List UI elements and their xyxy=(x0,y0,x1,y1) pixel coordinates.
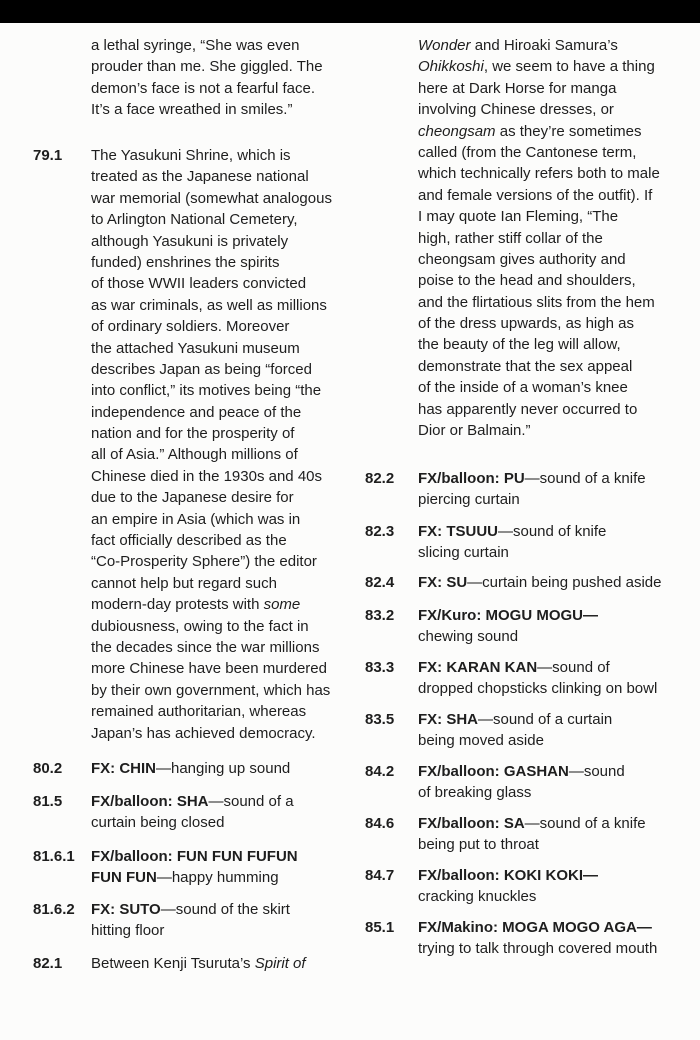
note-text xyxy=(91,758,290,779)
text-run: of ordinary soldiers. Moreover xyxy=(91,318,290,336)
text-line xyxy=(418,185,660,206)
text-line xyxy=(91,920,290,941)
sfx-term: FX: SHA xyxy=(418,711,478,728)
text-run: —curtain being pushed aside xyxy=(467,574,662,591)
text-line xyxy=(91,35,323,56)
text-line xyxy=(91,812,294,833)
text-line xyxy=(91,359,332,380)
text-run: being moved aside xyxy=(418,732,544,750)
text-line xyxy=(418,142,660,163)
text-line xyxy=(91,658,332,679)
text-line xyxy=(418,886,598,907)
note-number: 80.2 xyxy=(33,760,63,777)
text-line xyxy=(91,487,332,508)
note-text xyxy=(418,468,646,511)
text-run: It’s a face wreathed in smiles.” xyxy=(91,101,293,119)
sfx-term: FX: TSUUU xyxy=(418,523,498,540)
sfx-term: FX: CHIN xyxy=(91,760,156,777)
sfx-term: FX/balloon: GASHAN xyxy=(418,763,569,780)
text-line xyxy=(91,867,298,888)
text-line xyxy=(91,466,332,487)
note-text xyxy=(91,953,306,974)
text-run: nation and for the prosperity of xyxy=(91,425,295,443)
text-run: here at Dark Horse for manga xyxy=(418,79,617,97)
text-run: and the flirtatious slits from the hem xyxy=(418,293,655,311)
text-run: independence and peace of the xyxy=(91,403,302,421)
sfx-term: FX/balloon: FUN FUN FUFUN xyxy=(91,848,298,865)
text-run: dubiousness, owing to the fact in xyxy=(91,617,309,635)
text-run: —sound of a curtain xyxy=(478,711,613,728)
text-run: poise to the head and shoulders, xyxy=(418,272,636,290)
note-text xyxy=(91,846,298,889)
text-run: Between Kenji Tsuruta’s xyxy=(91,955,255,972)
text-line xyxy=(91,530,332,551)
text-run: high, rather stiff collar of the xyxy=(418,229,603,247)
text-line xyxy=(91,145,332,166)
text-line xyxy=(91,166,332,187)
text-line xyxy=(91,953,306,974)
text-line xyxy=(91,616,332,637)
text-line xyxy=(418,938,657,959)
sfx-term: FX: SU xyxy=(418,574,468,591)
text-line xyxy=(91,209,332,230)
text-line xyxy=(418,99,660,120)
note-number: 85.1 xyxy=(365,919,395,936)
text-line xyxy=(418,249,660,270)
note-text xyxy=(418,709,612,752)
text-run: slicing curtain xyxy=(418,544,509,562)
note-text xyxy=(418,572,661,593)
text-line xyxy=(91,316,332,337)
text-run: “Co-Prosperity Sphere”) the editor xyxy=(91,553,317,571)
text-run: as they’re sometimes xyxy=(495,122,642,140)
text-run: demon’s face is not a fearful face. xyxy=(91,79,316,97)
note-number: 81.6.1 xyxy=(33,848,75,865)
text-line xyxy=(91,846,298,867)
text-line xyxy=(91,99,323,120)
italic-text: Ohikkoshi xyxy=(418,58,484,76)
text-run: piercing curtain xyxy=(418,491,520,509)
text-line xyxy=(91,551,332,572)
text-run: chewing sound xyxy=(418,628,519,646)
text-line xyxy=(91,338,332,359)
text-line xyxy=(418,163,660,184)
text-line xyxy=(418,35,660,56)
text-line xyxy=(91,402,332,423)
note-number: 83.5 xyxy=(365,711,395,728)
text-run: to Arlington National Cemetery, xyxy=(91,211,298,229)
text-run: due to the Japanese desire for xyxy=(91,489,294,507)
text-run: —happy humming xyxy=(156,869,279,887)
sfx-term: FX/balloon: KOKI KOKI— xyxy=(418,867,598,884)
text-line xyxy=(418,292,660,313)
text-line xyxy=(91,380,332,401)
text-run: the attached Yasukuni museum xyxy=(91,339,300,357)
italic-text: Spirit of xyxy=(254,955,306,972)
note-text xyxy=(91,35,323,121)
sfx-term: FX: SUTO xyxy=(91,901,161,918)
note-text xyxy=(91,145,332,744)
text-run: called (from the Cantonese term, xyxy=(418,143,637,161)
text-line xyxy=(418,542,606,563)
text-line xyxy=(91,701,332,722)
text-line xyxy=(418,709,612,730)
sfx-term: FX/balloon: PU xyxy=(418,470,525,487)
italic-text: cheongsam xyxy=(418,122,496,140)
text-run: involving Chinese dresses, or xyxy=(418,101,614,119)
italic-text: some xyxy=(263,596,301,614)
text-run: of those WWII leaders convicted xyxy=(91,275,307,293)
text-line xyxy=(91,573,332,594)
text-line xyxy=(91,231,332,252)
text-line xyxy=(91,56,323,77)
note-number: 84.6 xyxy=(365,815,395,832)
text-line xyxy=(418,657,657,678)
text-line xyxy=(418,730,612,751)
text-run: funded) enshrines the spirits xyxy=(91,253,280,271)
text-run: an empire in Asia (which was in xyxy=(91,510,301,528)
text-run: of breaking glass xyxy=(418,784,532,802)
text-run: the beauty of the leg will allow, xyxy=(418,336,621,354)
text-run: —sound of xyxy=(537,659,610,676)
note-number: 83.3 xyxy=(365,659,395,676)
text-run: the decades since the war millions xyxy=(91,638,320,656)
text-run: by their own government, which has xyxy=(91,681,331,699)
text-line xyxy=(91,188,332,209)
text-run: —sound of a xyxy=(208,793,294,810)
note-number: 81.6.2 xyxy=(33,901,75,918)
text-line xyxy=(418,489,646,510)
text-run: , we seem to have a thing xyxy=(483,58,655,76)
text-line xyxy=(91,680,332,701)
text-run: —sound of the skirt xyxy=(160,901,290,918)
text-run: describes Japan as being “forced xyxy=(91,360,312,378)
text-run: demonstrate that the sex appeal xyxy=(418,357,633,375)
text-line xyxy=(91,723,332,744)
text-run: of the inside of a woman’s knee xyxy=(418,379,628,397)
sfx-term: FX/Kuro: MOGU MOGU— xyxy=(418,607,598,624)
text-line xyxy=(418,834,646,855)
text-line xyxy=(418,334,660,355)
note-text xyxy=(418,865,598,908)
sfx-term: FUN FUN xyxy=(91,869,157,887)
text-line xyxy=(418,678,657,699)
text-line xyxy=(91,899,290,920)
text-run: being put to throat xyxy=(418,836,539,854)
text-line xyxy=(418,813,646,834)
text-line xyxy=(418,917,657,938)
text-run: all of Asia.” Although millions of xyxy=(91,446,298,464)
text-line xyxy=(91,295,332,316)
note-text xyxy=(418,657,657,700)
text-run: The Yasukuni Shrine, which is xyxy=(91,147,291,164)
text-run: curtain being closed xyxy=(91,814,225,832)
text-run: —sound of a knife xyxy=(524,815,646,832)
text-run: —hanging up sound xyxy=(156,760,291,777)
text-line xyxy=(418,56,660,77)
note-number: 83.2 xyxy=(365,607,395,624)
note-text xyxy=(91,791,294,834)
note-number: 82.4 xyxy=(365,574,395,591)
text-run: as war criminals, as well as millions xyxy=(91,296,327,314)
text-run: which technically refers both to male xyxy=(418,165,660,183)
note-text xyxy=(418,813,646,856)
text-line xyxy=(418,572,661,593)
text-line xyxy=(418,356,660,377)
text-run: treated as the Japanese national xyxy=(91,168,309,186)
note-number: 82.3 xyxy=(365,523,395,540)
note-number: 82.2 xyxy=(365,470,395,487)
sfx-term: FX/balloon: SA xyxy=(418,815,525,832)
text-line xyxy=(418,865,598,886)
sfx-term: FX/Makino: MOGA MOGO AGA— xyxy=(418,919,652,936)
text-line xyxy=(418,420,660,441)
note-number: 84.2 xyxy=(365,763,395,780)
text-line xyxy=(91,637,332,658)
note-text xyxy=(418,917,657,960)
text-line xyxy=(418,468,646,489)
text-line xyxy=(91,594,332,615)
italic-text: Wonder xyxy=(418,37,471,54)
text-line xyxy=(91,509,332,530)
note-text xyxy=(418,761,625,804)
text-run: although Yasukuni is privately xyxy=(91,232,289,250)
note-text xyxy=(418,605,598,648)
text-line xyxy=(418,270,660,291)
text-line xyxy=(418,121,660,142)
text-run: I may quote Ian Fleming, “The xyxy=(418,208,619,226)
text-line xyxy=(418,377,660,398)
text-run: cannot help but regard such xyxy=(91,574,277,592)
text-line xyxy=(418,521,606,542)
text-line xyxy=(418,228,660,249)
text-run: hitting floor xyxy=(91,922,165,940)
text-run: —sound of a knife xyxy=(524,470,646,487)
text-line xyxy=(418,761,625,782)
text-run: cheongsam gives authority and xyxy=(418,250,626,268)
text-run: —sound xyxy=(568,763,625,780)
text-run: of the dress upwards, as high as xyxy=(418,315,634,333)
text-run: cracking knuckles xyxy=(418,888,537,906)
sfx-term: FX: KARAN KAN xyxy=(418,659,538,676)
note-text xyxy=(91,899,290,942)
text-line xyxy=(91,423,332,444)
note-number: 79.1 xyxy=(33,147,63,164)
text-run: —sound of knife xyxy=(498,523,607,540)
text-run: and Hiroaki Samura’s xyxy=(470,37,618,54)
text-line xyxy=(418,605,598,626)
text-line xyxy=(91,758,290,779)
text-run: more Chinese have been murdered xyxy=(91,660,327,678)
text-line xyxy=(418,626,598,647)
text-run: Chinese died in the 1930s and 40s xyxy=(91,467,323,485)
text-line xyxy=(418,206,660,227)
text-line xyxy=(91,273,332,294)
text-run: remained authoritarian, whereas xyxy=(91,703,307,721)
text-run: dropped chopsticks clinking on bowl xyxy=(418,680,658,698)
text-run: a lethal syringe, “She was even xyxy=(91,37,300,54)
text-run: war memorial (somewhat analogous xyxy=(91,189,332,207)
text-line xyxy=(418,399,660,420)
text-run: prouder than me. She giggled. The xyxy=(91,58,323,76)
note-number: 81.5 xyxy=(33,793,63,810)
top-black-bar xyxy=(0,0,700,23)
text-run: has apparently never occurred to xyxy=(418,400,638,418)
note-number: 82.1 xyxy=(33,955,63,972)
note-text xyxy=(418,35,660,441)
text-line xyxy=(91,444,332,465)
text-run: Japan’s has achieved democracy. xyxy=(91,724,316,742)
text-line xyxy=(418,313,660,334)
note-number: 84.7 xyxy=(365,867,395,884)
text-line xyxy=(418,782,625,803)
text-run: trying to talk through covered mouth xyxy=(418,940,658,958)
text-run: fact officially described as the xyxy=(91,532,287,550)
text-line xyxy=(91,791,294,812)
text-run: and female versions of the outfit). If xyxy=(418,186,653,204)
text-line xyxy=(91,252,332,273)
text-line xyxy=(418,78,660,99)
text-run: modern-day protests with xyxy=(91,596,264,614)
text-run: Dior or Balmain.” xyxy=(418,422,531,440)
note-text xyxy=(418,521,606,564)
sfx-term: FX/balloon: SHA xyxy=(91,793,209,810)
text-line xyxy=(91,78,323,99)
text-run: into conflict,” its motives being “the xyxy=(91,382,322,400)
